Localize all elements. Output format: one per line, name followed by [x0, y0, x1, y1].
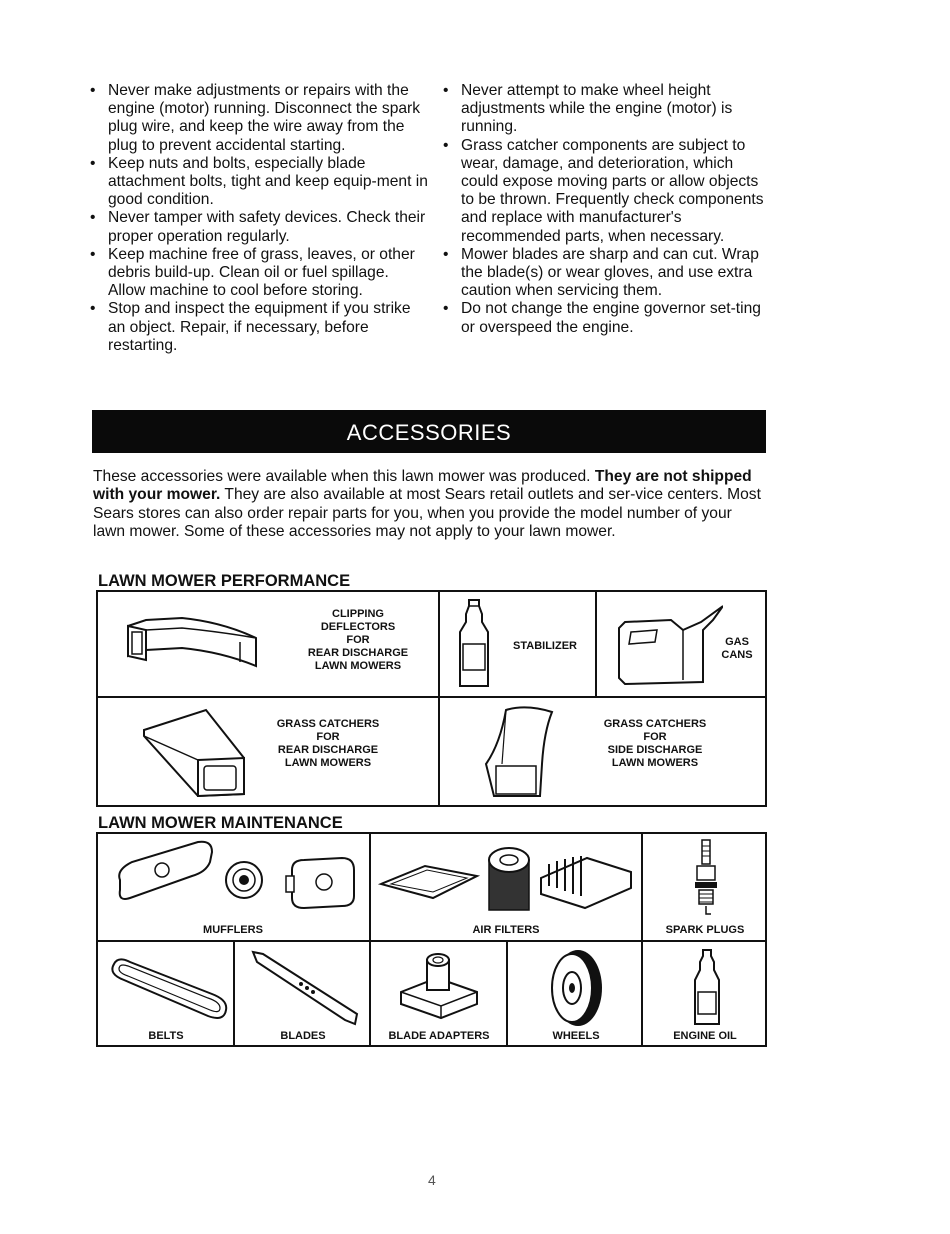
- engine-oil-cell: [643, 942, 767, 1045]
- blade-adapter-icon: [397, 948, 481, 1022]
- list-item: • Stop and inspect the equipment if you strike an object. Repair, if necessary, before restarting.: [90, 300, 411, 354]
- page-number: 4: [428, 1172, 436, 1188]
- clipping-deflectors-label: CLIPPING DEFLECTORS FOR REAR DISCHARGE LAWN MOWERS: [307, 608, 409, 672]
- spark-plugs-label: SPARK PLUGS: [665, 924, 745, 936]
- wheels-label: WHEELS: [552, 1030, 600, 1042]
- belts-cell: [98, 942, 235, 1045]
- stabilizer-bottle-icon: [454, 598, 494, 690]
- performance-grid: [96, 590, 767, 807]
- air-filter-icon: [377, 844, 639, 914]
- gas-can-icon: [611, 602, 723, 688]
- list-item: • Grass catcher components are subject to wear, damage, and deterioration, which could expose moving parts or allow objects to be thrown. Frequently check components and replace with manufacturer's recommended parts, when necessary.: [443, 136, 764, 245]
- list-item: • Never make adjustments or repairs with the engine (motor) running. Disconnect the spark plug wire, and keep the wire away from the plug to prevent accidental starting.: [90, 82, 421, 154]
- rear-catchers-label: GRASS CATCHERS FOR REAR DISCHARGE LAWN MOWERS: [276, 718, 380, 769]
- clipping-deflectors-cell: [98, 592, 440, 698]
- blade-icon: [249, 948, 361, 1028]
- air-filters-label: AIR FILTERS: [472, 924, 540, 936]
- blades-label: BLADES: [280, 1030, 326, 1042]
- maintenance-grid: [96, 832, 767, 1047]
- mufflers-label: MUFFLERS: [203, 924, 263, 936]
- blade-adapters-cell: [371, 942, 508, 1045]
- list-item: • Keep machine free of grass, leaves, or other debris build-up. Clean oil or fuel spillage. Allow machine to cool before storing.: [90, 245, 415, 300]
- blade-adapters-label: BLADE ADAPTERS: [388, 1030, 490, 1042]
- air-filters-cell: [371, 834, 643, 942]
- list-item: • Never attempt to make wheel height adjustments while the engine (motor) is running.: [443, 82, 733, 136]
- belt-icon: [104, 952, 230, 1026]
- list-item: • Do not change the engine governor set-ting or overspeed the engine.: [443, 300, 761, 336]
- rear-grass-catcher-icon: [140, 706, 250, 798]
- clipping-deflector-icon: [122, 616, 262, 674]
- engine-oil-bottle-icon: [691, 948, 723, 1028]
- list-item: • Keep nuts and bolts, especially blade attachment bolts, tight and keep equip-ment in good condition.: [90, 154, 428, 209]
- belts-label: BELTS: [148, 1030, 184, 1042]
- safety-list-right: [441, 82, 771, 337]
- side-grass-catcher-icon: [480, 704, 560, 800]
- muffler-icon: [112, 840, 362, 920]
- stabilizer-label: STABILIZER: [513, 640, 577, 652]
- gas-cans-cell: [597, 592, 767, 698]
- stabilizer-cell: [440, 592, 597, 698]
- spark-plug-icon: [691, 838, 721, 918]
- wheel-icon: [548, 946, 604, 1030]
- maintenance-title: LAWN MOWER MAINTENANCE: [98, 814, 364, 834]
- spark-plugs-cell: [643, 834, 767, 942]
- engine-oil-label: ENGINE OIL: [673, 1030, 737, 1042]
- rear-catchers-cell: [98, 698, 440, 805]
- performance-title: LAWN MOWER PERFORMANCE: [98, 572, 438, 592]
- wheels-cell: [508, 942, 643, 1045]
- accessories-banner: ACCESSORIES: [92, 410, 766, 453]
- safety-list-left: [88, 82, 428, 355]
- intro-paragraph: These accessories were available when this lawn mower was produced. They are not shipped with your mower. They are also available at most Sears retail outlets and ser-vice centers. Most Sears stores can also order repair parts for you, when you provide the model number of your lawn mower. Some of these accessories may not apply to your lawn mower.: [93, 468, 761, 541]
- list-item: • Mower blades are sharp and can cut. Wrap the blade(s) or wear gloves, and use extra caution when servicing them.: [443, 245, 759, 300]
- mufflers-cell: [98, 834, 371, 942]
- list-item: • Never tamper with safety devices. Check their proper operation regularly.: [90, 209, 426, 245]
- blades-cell: [235, 942, 371, 1045]
- side-catchers-label: GRASS CATCHERS FOR SIDE DISCHARGE LAWN MOWERS: [603, 718, 707, 769]
- gas-cans-label: GAS CANS: [721, 636, 753, 661]
- side-catchers-cell: [440, 698, 767, 805]
